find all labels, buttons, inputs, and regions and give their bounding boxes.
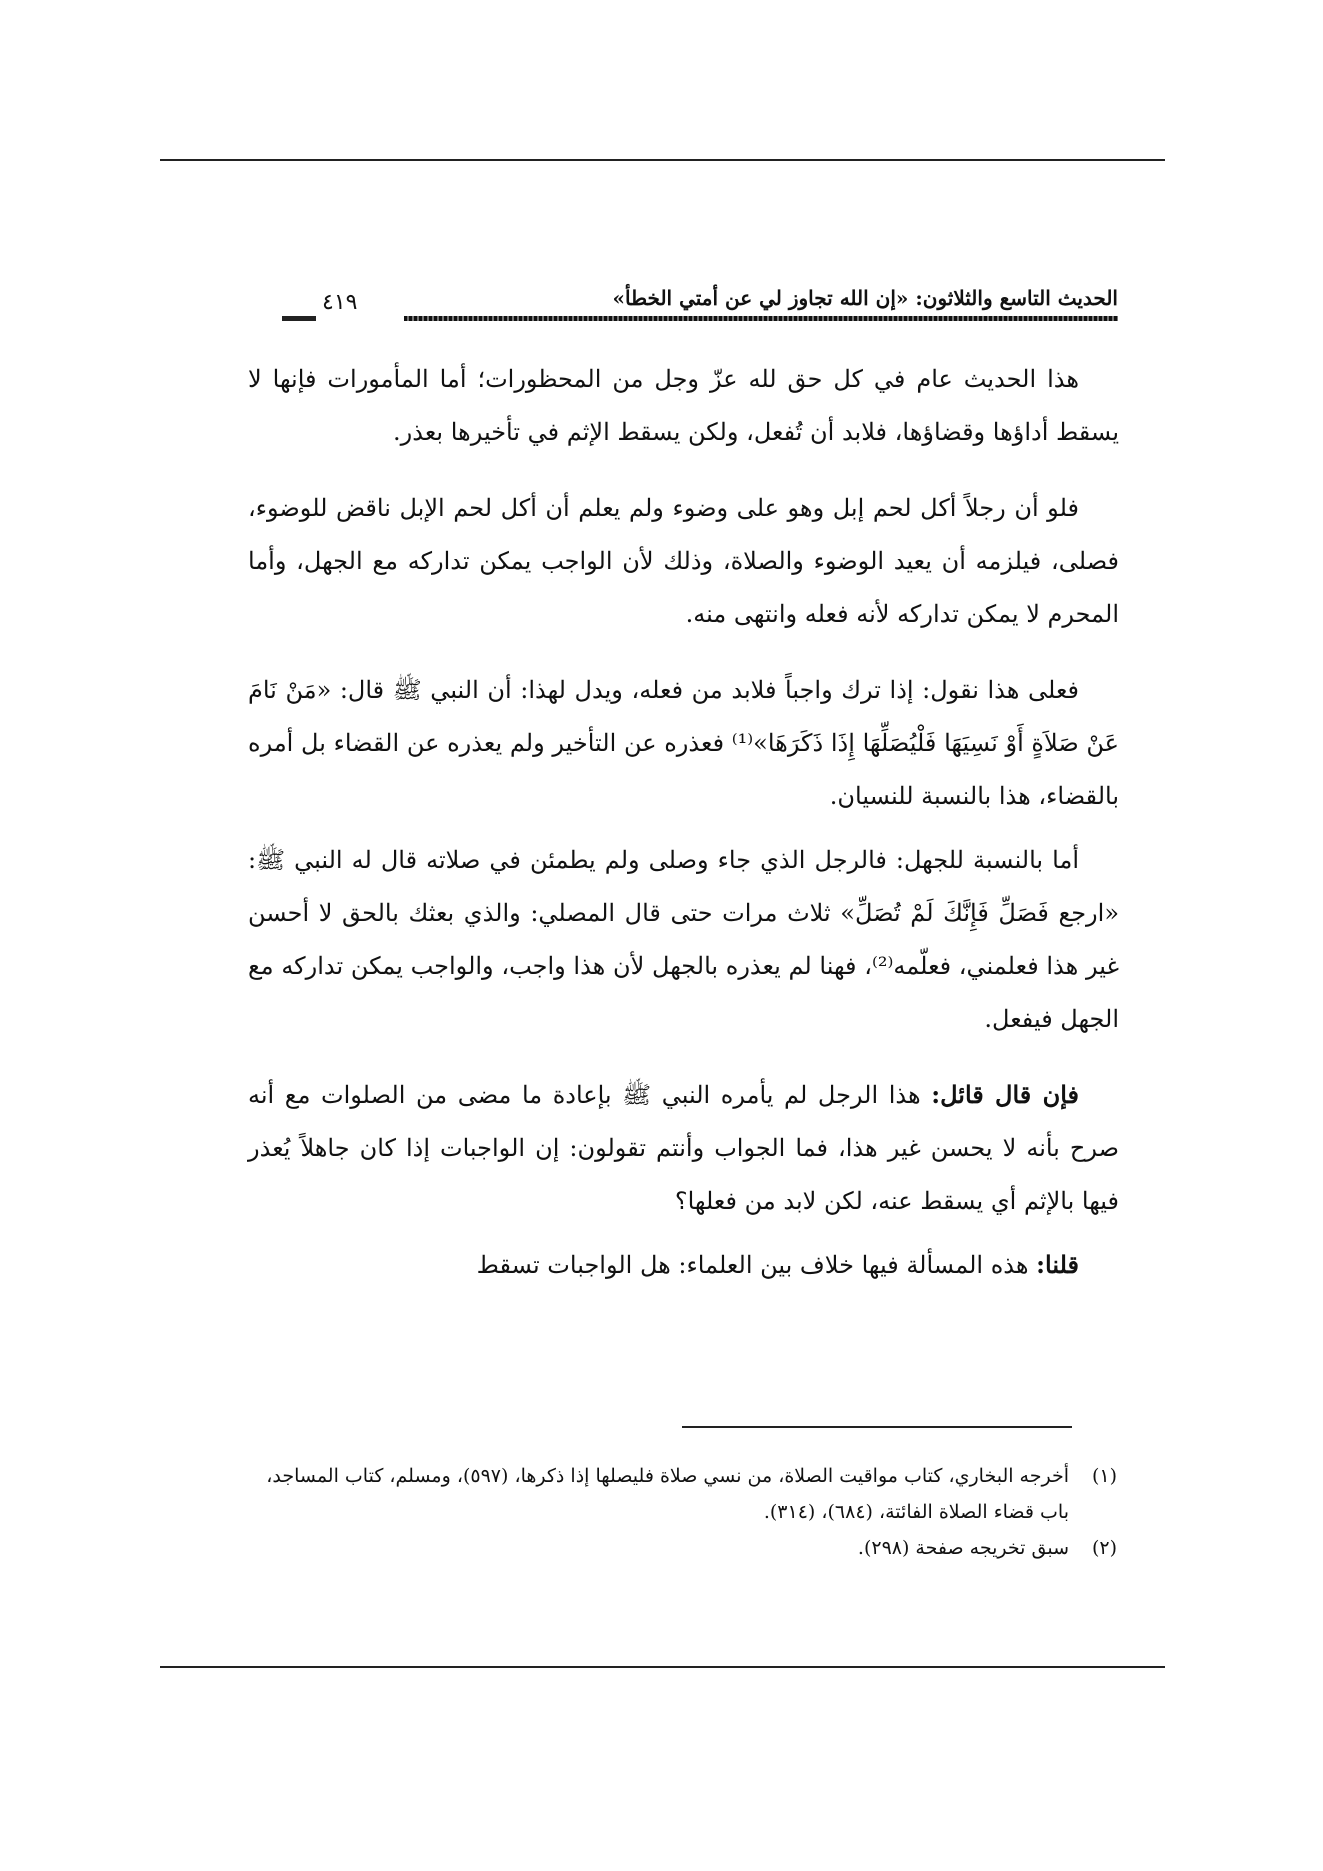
- paragraph-text: هذا الرجل لم يأمره النبي ﷺ بإعادة ما مضى من الصلوات مع أنه صرح بأنه لا يحسن غير هذا، فما الجواب وأنتم تقولون: إن الواجبات إذا كان جاهلاً يُعذر فيها بالإثم أي يسقط عنه، لكن لابد من فعلها؟: [248, 1081, 1119, 1215]
- paragraph: [248, 1068, 1119, 1228]
- footnote-separator: [682, 1426, 1072, 1428]
- footnotes: [248, 1458, 1117, 1566]
- header-ornament-bar-small: [282, 316, 316, 321]
- paragraph: [248, 352, 1119, 459]
- paragraph-text: فعلى هذا نقول: إذا ترك واجباً فلابد من فعله، ويدل لهذا: أن النبي ﷺ قال: «مَنْ نَامَ عَنْ صَلاَةٍ أَوْ نَسِيَهَا فَلْيُصَلِّهَا إِذَا ذَكَرَهَا»⁽¹⁾ فعذره عن التأخير ولم يعذره عن القضاء بل أمره بالقضاء، هذا بالنسبة للنسيان.: [248, 676, 1119, 810]
- paragraph: [248, 663, 1119, 823]
- header-title: الحديث التاسع والثلاثون: «إن الله تجاوز لي عن أمتي الخطأ»: [612, 286, 1118, 310]
- paragraph-text: فلو أن رجلاً أكل لحم إبل وهو على وضوء ولم يعلم أن أكل لحم الإبل ناقض للوضوء، فصلى، فيلزمه أن يعيد الوضوء والصلاة، وذلك لأن الواجب يمكن تداركه مع الجهل، وأما المحرم لا يمكن تداركه لأنه فعله وانتهى منه.: [248, 494, 1119, 628]
- page-number: ٤١٩: [322, 290, 358, 315]
- paragraph-text: هذه المسألة فيها خلاف بين العلماء: هل الواجبات تسقط: [476, 1251, 1037, 1279]
- paragraph-text: أما بالنسبة للجهل: فالرجل الذي جاء وصلى ولم يطمئن في صلاته قال له النبي ﷺ: «ارجع فَصَلِّ فَإِنَّكَ لَمْ تُصَلِّ» ثلاث مرات حتى قال المصلي: والذي بعثك بالحق لا أحسن غير هذا فعلمني، فعلّمه⁽²⁾، فهنا لم يعذره بالجهل لأن هذا واجب، والواجب يمكن تداركه مع الجهل فيفعل.: [248, 846, 1120, 1033]
- top-page-rule: [160, 159, 1165, 161]
- bottom-page-rule: [160, 1666, 1165, 1668]
- paragraph: [248, 481, 1119, 641]
- paragraph-lead: قلنا:: [1036, 1250, 1079, 1279]
- footnote-text: سبق تخريجه صفحة (٢٩٨).: [857, 1537, 1069, 1559]
- footnote-number: (١): [1091, 1465, 1117, 1487]
- paragraph-lead: فإن قال قائل:: [931, 1080, 1080, 1109]
- paragraph-text: هذا الحديث عام في كل حق لله عزّ وجل من المحظورات؛ أما المأمورات فإنها لا يسقط أداؤها وقضاؤها، فلابد أن تُفعل، ولكن يسقط الإثم في تأخيرها بعذر.: [248, 365, 1119, 446]
- footnote-number: (٢): [1091, 1537, 1117, 1559]
- running-header: [282, 286, 1118, 330]
- footnote: [248, 1458, 1117, 1530]
- paragraph: [248, 833, 1119, 1046]
- header-ornament-bar: [404, 316, 1118, 321]
- footnote-text: أخرجه البخاري، كتاب مواقيت الصلاة، من نسي صلاة فليصلها إذا ذكرها، (٥٩٧)، ومسلم، كتاب المساجد، باب قضاء الصلاة الفائتة، (٦٨٤)، (٣١٤).: [266, 1465, 1069, 1523]
- footnote: [248, 1530, 1117, 1566]
- main-text: [248, 352, 1119, 1314]
- paragraph: [248, 1238, 1119, 1292]
